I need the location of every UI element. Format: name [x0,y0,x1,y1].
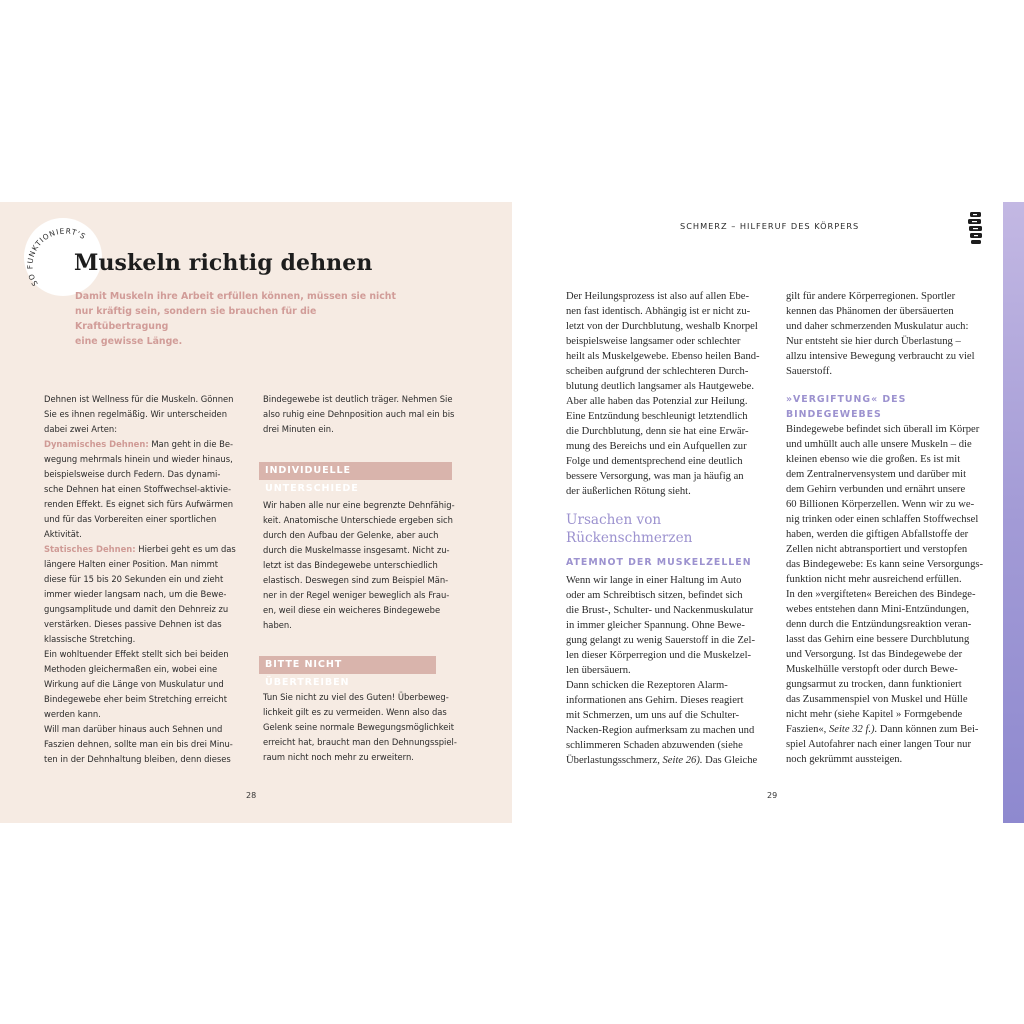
right-column-2-top: gilt für andere Körperregionen. Sportler kennen das Phänomen der übersäuerten und daher schmerzenden Muskulatur auch: Nur entsteht sie hier durch Überlastung – allzu intensive Bewegung verbraucht zu viel Sauerstoff. [786,291,975,377]
intro-text: Damit Muskeln ihre Arbeit erfüllen können, müssen sie nicht nur kräftig sein, sondern sie brauchen für die Kraftübertragung eine gewisse Länge. [75,291,396,347]
cross-reference-line: Überlastungsschmerz, Seite 26). Das Gleiche [566,755,758,766]
left-column-2-top: Bindegewebe ist deutlich träger. Nehmen Sie also ruhig eine Dehnposition auch mal ein bis drei Minuten ein. [263,394,455,434]
right-column-2-bottom: Bindegewebe befindet sich überall im Körper und umhüllt auch alle unsere Muskeln – die kleinen ebenso wie die großen. Es ist mit dem Zentralnervensystem und darüber mit dem Gehirn verbunden und ernährt unsere 60 Billionen Körperzellen. Wenn wir zu we- nig trinken oder einen schlaffen Stoffwechsel haben, werden die giftigen Abfallstoffe der Zellen nicht abtransportiert und verstopfen das Bindegewebe: Es kann seine Versorgungs- funktion nicht mehr ausreichend erfüllen. In den »vergifteten« Bereichen des Bindege- webes entstehen dann Mini-Entzündungen, denn durch die Entzündungsreaktion veran- lasst das Gehirn eine bessere Durchblutung und Versorgung. Ist das Bindegewebe der Muskelhülle verstopft oder durch Bewe- gungsarmut zu trocken, dann funktioniert das Zusammenspiel von Muskel und Hülle nicht mehr (siehe Kapitel » Formgebende Faszien«, Seite 32 f.). Dann können zum Bei- spiel Autofahrer nach einer langen Tour nur noch gekrümmt aussteigen. [786,422,986,767]
subhead-connective-tissue: »VERGIFTUNG« DES BINDEGEWEBES [786,394,907,420]
page-number-right: 29 [767,791,778,800]
left-column-2-middle: Wir haben alle nur eine begrenzte Dehnfähig- keit. Anatomische Unterschiede ergeben sich durch den Aufbau der Gelenke, aber auch durch die Muskelmasse insgesamt. Nicht zu- letzt ist das Bindegewebe unterschiedlich elastisch. Deswegen sind zum Beispiel Män- ner in der Regel weniger beweglich als Frau- en, weil diese ein weicheres Bindegewebe haben. [263,500,455,630]
right-column-1-top: Der Heilungsprozess ist also auf allen Ebe- nen fast identisch. Abhängig ist er nicht zu- letzt von der Durchblutung, weshalb Knorpel beispielsweise langsamer oder schlechter heilt als Muskelgewebe. Ebenso heilen Band- scheiben aufgrund der schlechteren Durch- blutung deutlich langsamer als Hautgewebe. Aber alle haben das Potenzial zur Heilung. Eine Entzündung beschleunigt letztendlich die Durchblutung, denn sie hat eine Erwär- mung des Bereichs und ein Aufquellen zur Folge und dementsprechend eine deutlich bessere Versorgung, was man ja häufig an der äußerlichen Rötung sieht. [566,291,760,497]
thumb-index-tab [1003,202,1024,823]
subhead-muscle-cells: ATEMNOT DER MUSKELZELLEN [566,557,752,568]
running-head: SCHMERZ – HILFERUF DES KÖRPERS [680,221,860,231]
section-title: Ursachen von Rückenschmerzen [566,512,693,546]
dynamic-label: Dynamisches Dehnen: [44,439,149,449]
cross-reference-line-2: Faszien«, Seite 32 f.). Dann können zum Bei- [786,724,979,735]
static-stretching-line: Statisches Dehnen: Hierbei geht es um das [44,544,236,554]
right-column-1-bottom: Wenn wir lange in einer Haltung im Auto oder am Schreibtisch sitzen, befindet sich die Brust-, Schulter- und Nackenmuskulatur in immer gleicher Spannung. Ohne Bewe- gung gelangt zu wenig Sauerstoff in die Zel- len dieser Körperregion und die Muskelzel- len übersäuern. Dann schicken die Rezeptoren Alarm- informationen ans Gehirn. Dieses reagiert mit Schmerzen, um uns auf die Schulter- Nacken-Region aufmerksam zu machen und schlimmeren Schaden abzuwenden (siehe Überlastungsschmerz, Seite 26). Das Gleiche [566,573,766,768]
badge-label: SO FUNKTIONIERT'S [25,226,88,288]
page-title: Muskeln richtig dehnen [74,250,373,276]
subhead-individual-differences: INDIVIDUELLE UNTERSCHIEDE [259,462,452,480]
left-column-1: Dehnen ist Wellness für die Muskeln. Gönnen Sie es ihnen regelmäßig. Wir unterscheiden dabei zwei Arten: Dynamisches Dehnen: Man geht in die Be- wegung mehrmals hinein und wieder hinaus, beispielsweise durch Federn. Das dynami- sche Dehnen hat einen Stoffwechsel-aktivie- renden Effekt. Es eignet sich fürs Aufwärmen und für das Vorbereiten einer sportlichen Aktivität. Statisches Dehnen: Hierbei geht es um das längere Halten einer Position. Man nimmt diese für 15 bis 20 Sekunden ein und zieht immer wieder langsam nach, um die Bewe- gungsamplitude und damit den Dehnreiz zu verstärken. Dieses passive Dehnen ist das klassische Stretching. Ein wohltuender Effekt stellt sich bei beiden Methoden gleichermaßen ein, wobei eine Wirkung auf die Länge von Muskulatur und Bindegewebe eher beim Stretching erreicht werden kann. Will man darüber hinaus auch Sehnen und Faszien dehnen, sollte man ein bis drei Minu- ten in der Dehnhaltung bleiben, denn dieses [44,392,240,767]
spine-icon [964,211,986,245]
static-label: Statisches Dehnen: [44,544,136,554]
subhead-dont-overdo: BITTE NICHT ÜBERTREIBEN [259,656,436,674]
page-number-left: 28 [246,791,257,800]
dynamic-stretching-line: Dynamisches Dehnen: Man geht in die Be- [44,439,234,449]
left-column-2-bottom: Tun Sie nicht zu viel des Guten! Überbeweg- lichkeit gilt es zu vermeiden. Wenn also das Gelenk seine normale Bewegungsmöglichkeit erreicht hat, braucht man den Dehnungsspiel- raum nicht noch mehr zu erweitern. [263,692,457,762]
